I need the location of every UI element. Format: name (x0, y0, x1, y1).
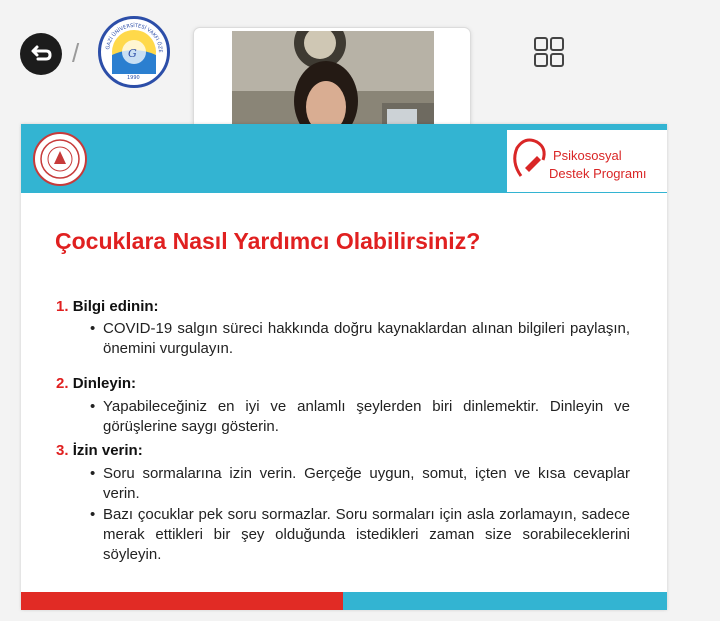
grid-view-icon[interactable] (533, 36, 565, 68)
bullet-item: • Soru sormalarına izin verin. Gerçeğe uygun, somut, içten ve kısa cevaplar verin. (103, 464, 630, 504)
slide-footer-blue-bar (343, 592, 667, 610)
hand-heart-icon (507, 132, 551, 188)
slide-header-band (21, 124, 667, 193)
section-title: İzin verin: (72, 442, 143, 459)
presentation-slide (21, 124, 667, 610)
logo-text-line2: Destek Programı (549, 166, 647, 181)
breadcrumb-separator: / (72, 38, 80, 68)
section-title: Bilgi edinin: (72, 298, 159, 315)
ministry-logo (33, 132, 87, 186)
svg-text:G: G (128, 47, 137, 60)
back-arrow-icon (28, 41, 54, 67)
bullet-item: • Yapabileceğiniz en iyi ve anlamlı şeylerden biri dinlemektir. Dinleyin ve görüşlerine saygı gösterin. (103, 397, 630, 437)
bullet-item: • Bazı çocuklar pek soru sormazlar. Soru sormaları için asla zorlamayın, sadece merak ettikleri bir şey olduğunda istedikleri zaman size sorabileceklerini söyleyin. (103, 505, 630, 565)
section-heading (56, 298, 159, 315)
section-heading (56, 442, 143, 459)
section-number: 2. (56, 375, 69, 392)
section-title: Dinleyin: (72, 375, 137, 392)
logo-text-line1: Psikososyal (553, 148, 622, 163)
organization-logo-text: GAZİ ÜNİVERSİTESİ VAKFI ÖZE (105, 22, 164, 53)
slide-title: Çocuklara Nasıl Yardımcı Olabilirsiniz? (55, 228, 481, 254)
section-heading (56, 375, 136, 392)
section-number: 3. (56, 442, 69, 459)
slide-footer-red-bar (21, 592, 343, 610)
psychosocial-support-logo (507, 130, 667, 192)
organization-logo-year: 1990 (127, 75, 140, 81)
organization-logo (98, 16, 170, 88)
section-number: 1. (56, 298, 69, 315)
back-button[interactable] (20, 33, 62, 75)
bullet-item: • COVID-19 salgın süreci hakkında doğru kaynaklardan alınan bilgileri paylaşın, önemini vurgulayın. (103, 319, 630, 359)
